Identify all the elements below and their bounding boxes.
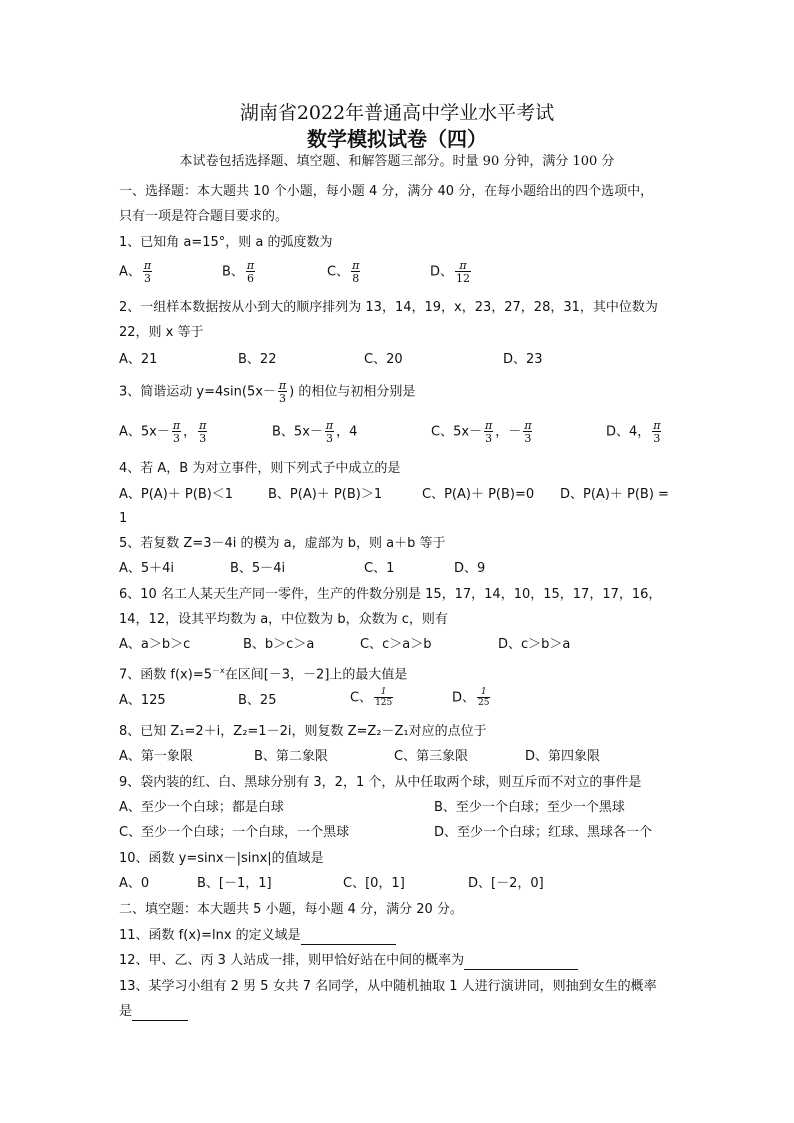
q4-option-d: D、P(A)＋ P(B) = (560, 487, 669, 502)
q4-option-b: B、P(A)＋ P(B)＞1 (268, 487, 383, 502)
q1-option-d: D、 $\frac{\pi}{12}$ (430, 259, 471, 285)
q12-stem: 12、甲、乙、丙 3 人站成一排，则甲恰好站在中间的概率为 (119, 952, 578, 970)
q11-stem: 11、函数 f(x)=lnx 的定义域是 (119, 927, 396, 945)
paper-title: 数学模拟试卷（四） (307, 127, 487, 151)
q9-option-a: A、至少一个白球；都是白球 (119, 800, 284, 815)
section1-heading-line1: 一、选择题：本大题共 10 个小题，每小题 4 分，满分 40 分，在每小题给出的四个选项中， (119, 184, 654, 199)
q10-option-c: C、[0，1] (343, 876, 405, 891)
q6-stem-line1: 6、10 名工人某天生产同一零件，生产的件数分别是 15，17，14，10，15，17，17，16， (119, 587, 662, 602)
q5-option-a: A、5＋4i (119, 561, 175, 576)
q3-option-d: D、4， $\frac{\pi}{3}$ (606, 419, 661, 445)
q4-option-d-continued: 1 (119, 511, 128, 526)
q3-stem: 3、简谐运动 y=4sin(5x－ $\frac{\pi}{3}$ ) 的相位与初相分别是 (119, 379, 416, 405)
q5-option-c: C、1 (364, 561, 395, 576)
q1-option-b: B、 $\frac{\pi}{6}$ (222, 259, 255, 285)
q5-stem: 5、若复数 Z=3－4i 的模为 a，虚部为 b，则 a＋b 等于 (119, 536, 446, 551)
q2-option-d: D、23 (503, 352, 543, 367)
fraction: $\frac{\pi}{3}$ (524, 419, 532, 445)
q5-option-b: B、5－4i (230, 561, 286, 576)
answer-blank[interactable] (301, 930, 396, 945)
fraction: $\frac{\pi}{3}$ (172, 419, 181, 445)
q6-option-c: C、c＞a＞b (360, 637, 432, 652)
q9-option-d: D、至少一个白球；红球、黑球各一个 (434, 825, 653, 840)
q3-option-a: A、5x－ $\frac{\pi}{3}$ ， $\frac{\pi}{3}$ (119, 419, 207, 445)
answer-blank[interactable] (464, 955, 578, 970)
q7-stem: 7、函数 $f(x)=5^{-x}$在区间[－3，－2]上的最大值是 (119, 666, 408, 683)
q13-stem-line1: 13、某学习小组有 2 男 5 女共 7 名同学，从中随机抽取 1 人进行演讲同，则抽到女生的概率 (119, 979, 657, 994)
q2-stem-line2: 22，则 x 等于 (119, 325, 204, 340)
q6-option-b: B、b＞c＞a (243, 637, 315, 652)
q10-stem: 10、函数 y=sinx－|sinx|的值域是 (119, 851, 324, 866)
q7-option-a: A、125 (119, 693, 166, 708)
section1-heading-line2: 只有一项是符合题目要求的。 (119, 209, 289, 224)
answer-blank[interactable] (132, 1006, 188, 1021)
q8-option-d: D、第四象限 (525, 749, 601, 764)
q10-option-b: B、[－1，1] (197, 876, 272, 891)
exam-title: 湖南省2022年普通高中学业水平考试 (239, 102, 555, 124)
q10-option-a: A、0 (119, 876, 150, 891)
q8-option-b: B、第二象限 (254, 749, 328, 764)
q9-option-b: B、至少一个白球；至少一个黑球 (434, 800, 625, 815)
fraction: $\frac{\pi}{3}$ (278, 379, 287, 405)
paper-subtitle: 本试卷包括选择题、填空题、和解答题三部分。时量 90 分钟，满分 100 分 (179, 154, 615, 169)
q7-option-d: D、 $\frac{1}{25}$ (452, 687, 490, 708)
fraction: $\frac{\pi}{3}$ (653, 419, 661, 445)
q6-stem-line2: 14，12，设其平均数为 a，中位数为 b，众数为 c，则有 (119, 612, 448, 627)
q8-stem: 8、已知 Z₁=2＋i，Z₂=1－2i，则复数 Z=Z₂－Z₁对应的点位于 (119, 724, 487, 739)
fraction: $\frac{\pi}{3}$ (143, 259, 152, 285)
q3-option-b: B、5x－ $\frac{\pi}{3}$ ，4 (272, 419, 358, 445)
q2-option-a: A、21 (119, 352, 158, 367)
q5-option-d: D、9 (454, 561, 486, 576)
q4-stem: 4、若 A，B 为对立事件，则下列式子中成立的是 (119, 461, 401, 476)
q2-option-c: C、20 (364, 352, 403, 367)
q1-option-a: A、 $\frac{\pi}{3}$ (119, 259, 152, 285)
q9-option-c: C、至少一个白球；一个白球，一个黑球 (119, 825, 350, 840)
q13-stem-line2: 是 (119, 1003, 188, 1021)
q8-option-a: A、第一象限 (119, 749, 193, 764)
fraction: $\frac{\pi}{3}$ (199, 419, 207, 445)
q3-option-c: C、5x－ $\frac{\pi}{3}$ ，－ $\frac{\pi}{3}$ (431, 419, 532, 445)
q8-option-c: C、第三象限 (394, 749, 469, 764)
fraction: $\frac{\pi}{6}$ (246, 259, 255, 285)
q7-option-b: B、25 (238, 693, 277, 708)
q1-stem: 1、已知角 a=15°，则 a 的弧度数为 (119, 235, 333, 250)
q9-stem: 9、袋内装的红、白、黑球分别有 3，2，1 个，从中任取两个球，则互斥而不对立的事件是 (119, 775, 642, 790)
q10-option-d: D、[－2，0] (468, 876, 544, 891)
q6-option-d: D、c＞b＞a (498, 637, 571, 652)
fraction: $\frac{\pi}{3}$ (325, 419, 334, 445)
q2-option-b: B、22 (238, 352, 277, 367)
section2-heading: 二、填空题：本大题共 5 小题，每小题 4 分，满分 20 分。 (119, 902, 463, 917)
q2-stem-line1: 2、一组样本数据按从小到大的顺序排列为 13，14，19，x，23，27，28，31，其中位数为 (119, 300, 658, 315)
fraction: $\frac{\pi}{3}$ (485, 419, 493, 445)
fraction: $\frac{\pi}{8}$ (352, 259, 360, 285)
q4-option-a: A、P(A)＋ P(B)＜1 (119, 487, 234, 502)
fraction: $\frac{1}{25}$ (478, 687, 490, 708)
q4-option-c: C、P(A)＋ P(B)=0 (422, 487, 535, 502)
q6-option-a: A、a＞b＞c (119, 637, 191, 652)
q7-option-c: C、 $\frac{1}{125}$ (350, 687, 393, 708)
q1-option-c: C、 $\frac{\pi}{8}$ (327, 259, 360, 285)
fraction: $\frac{1}{125}$ (375, 687, 393, 708)
fraction: $\frac{\pi}{12}$ (456, 259, 471, 285)
